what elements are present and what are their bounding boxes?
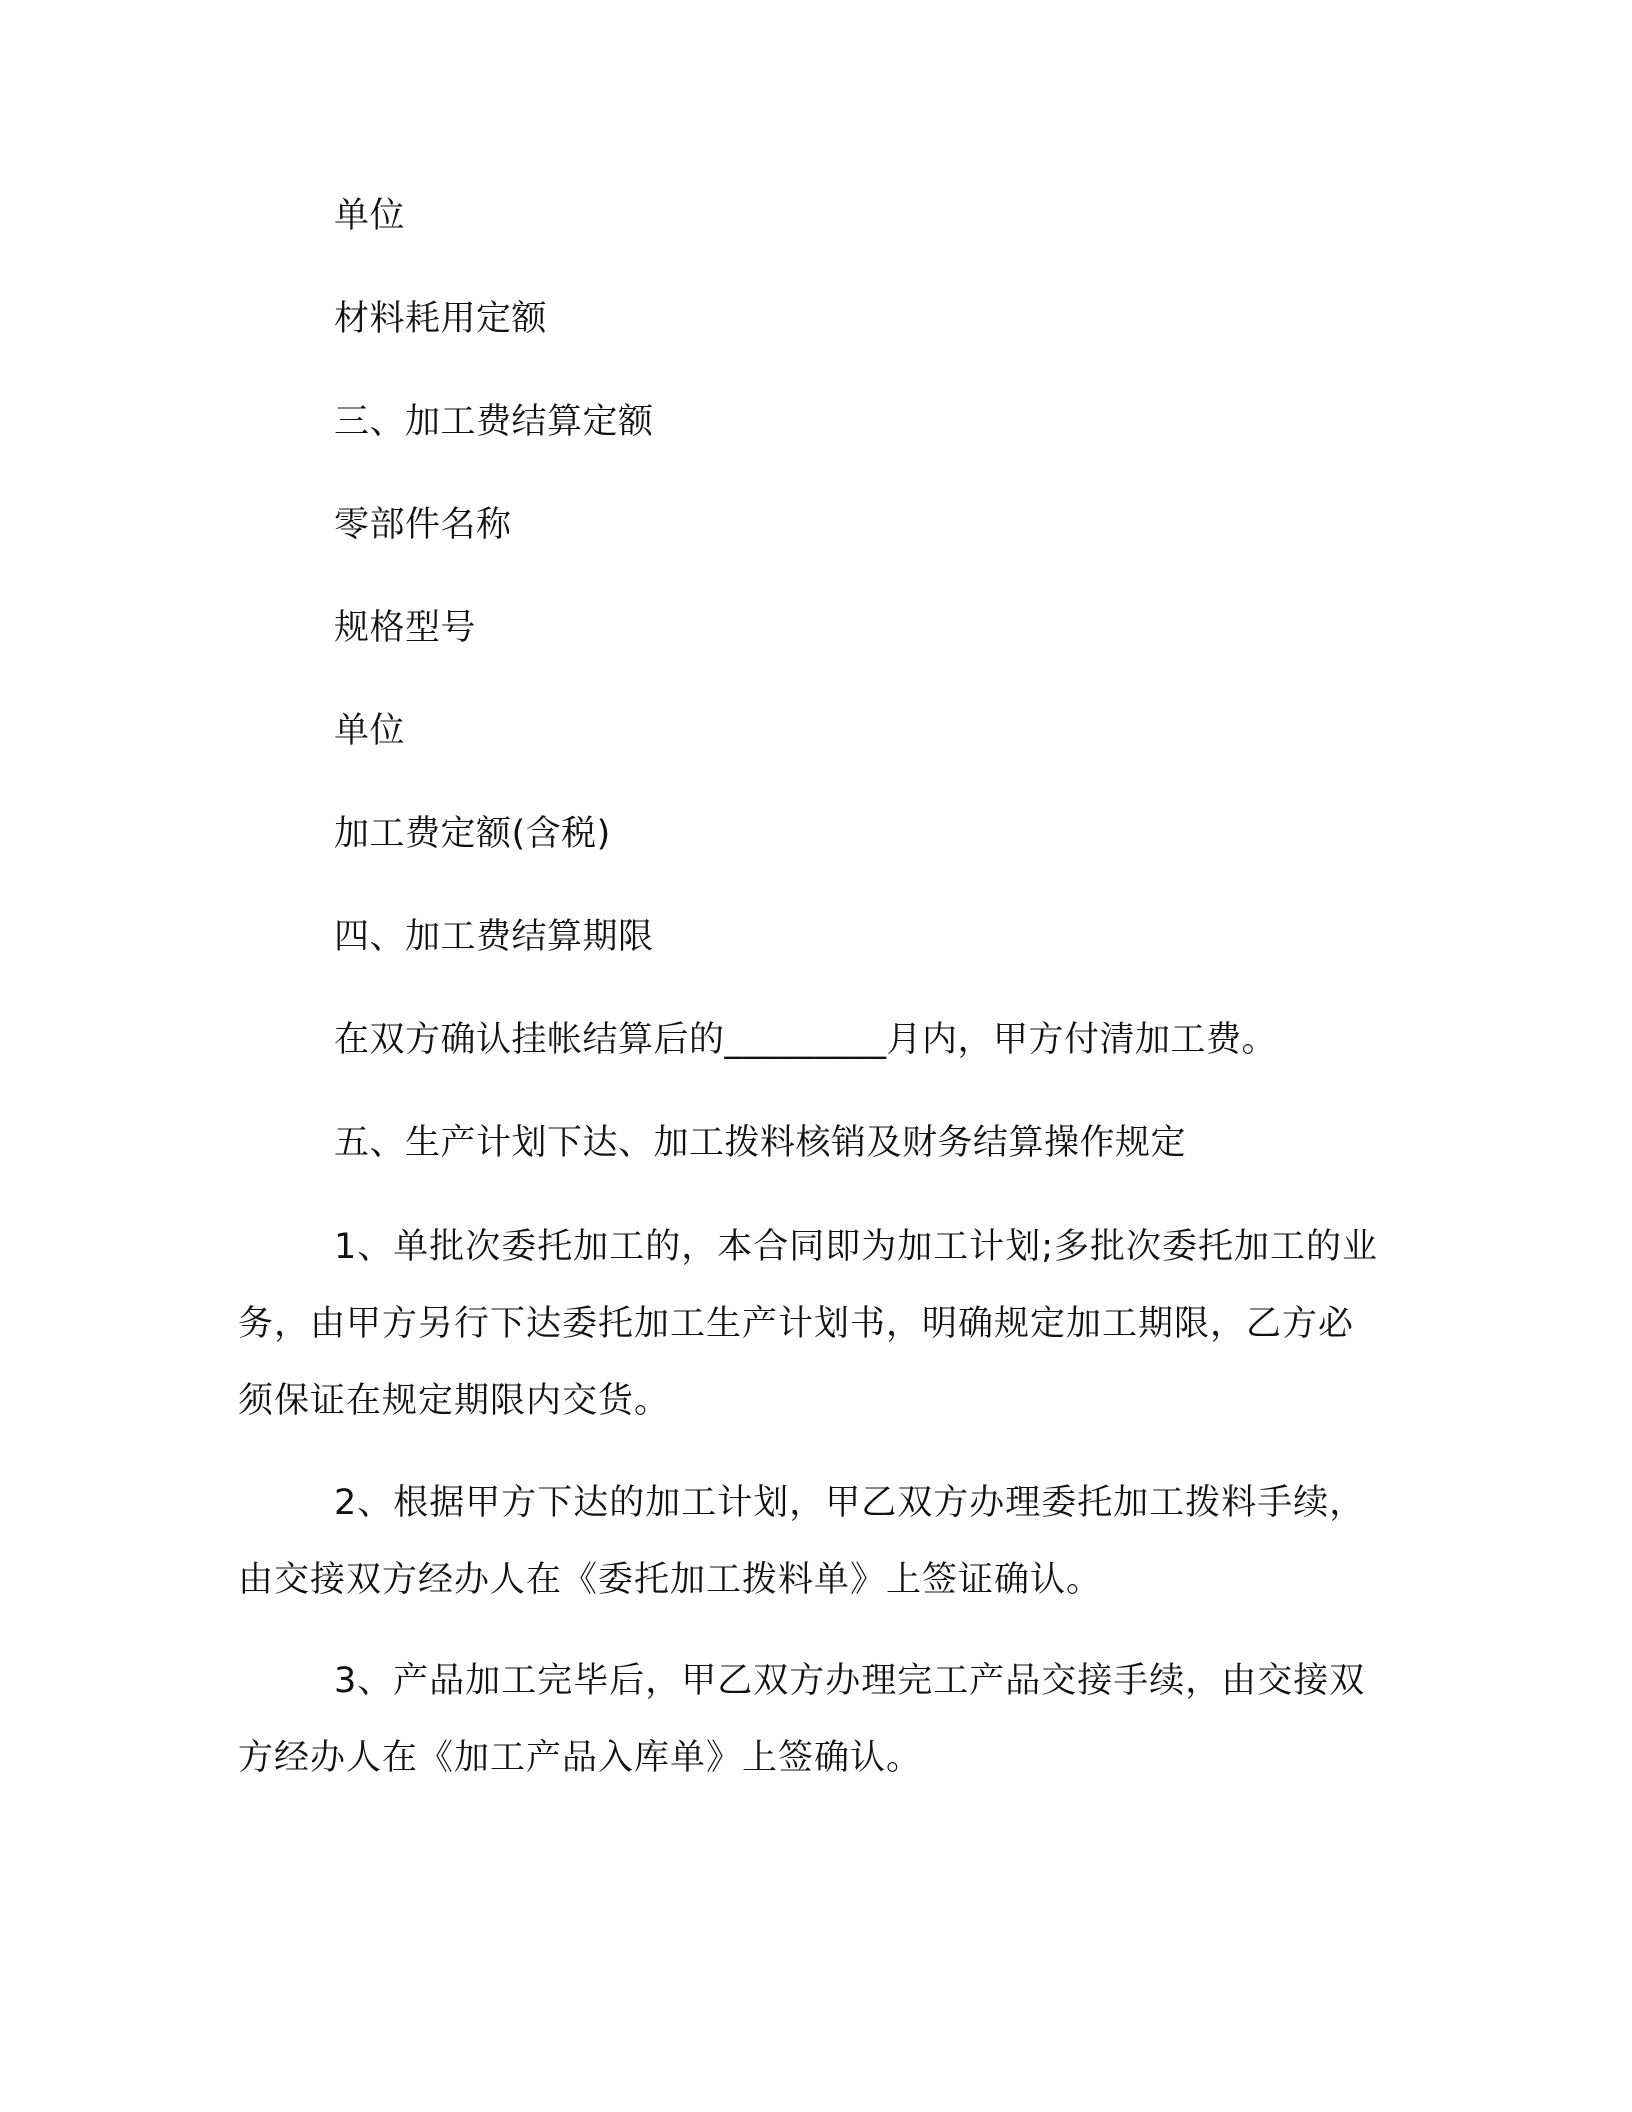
line-payment-term: 在双方确认挂帐结算后的_________月内，甲方付清加工费。 <box>334 1020 1278 1060</box>
section-heading-4: 四、加工费结算期限 <box>334 917 654 957</box>
line-material-quota: 材料耗用定额 <box>334 299 548 339</box>
line-spec-model: 规格型号 <box>334 608 477 648</box>
paragraph-1: 1、单批次委托加工的，本合同即为加工计划;多批次委托加工的业务，由甲方另行下达委托加工生产计划书，明确规定加工期限，乙方必须保证在规定期限内交货。 <box>238 1227 1379 1421</box>
paragraph-2: 2、根据甲方下达的加工计划，甲乙双方办理委托加工拨料手续，由交接双方经办人在《委托加工拨料单》上签证确认。 <box>238 1483 1366 1600</box>
paragraph-3: 3、产品加工完毕后，甲乙双方办理完工产品交接手续，由交接双方经办人在《加工产品入库单》上签确认。 <box>238 1661 1366 1778</box>
line-fee-quota: 加工费定额(含税) <box>334 814 611 854</box>
section-heading-5: 五、生产计划下达、加工拨料核销及财务结算操作规定 <box>334 1123 1187 1163</box>
section-heading-3: 三、加工费结算定额 <box>334 402 654 442</box>
line-unit-2: 单位 <box>334 711 406 751</box>
line-part-name: 零部件名称 <box>334 505 512 545</box>
line-unit: 单位 <box>334 196 406 236</box>
